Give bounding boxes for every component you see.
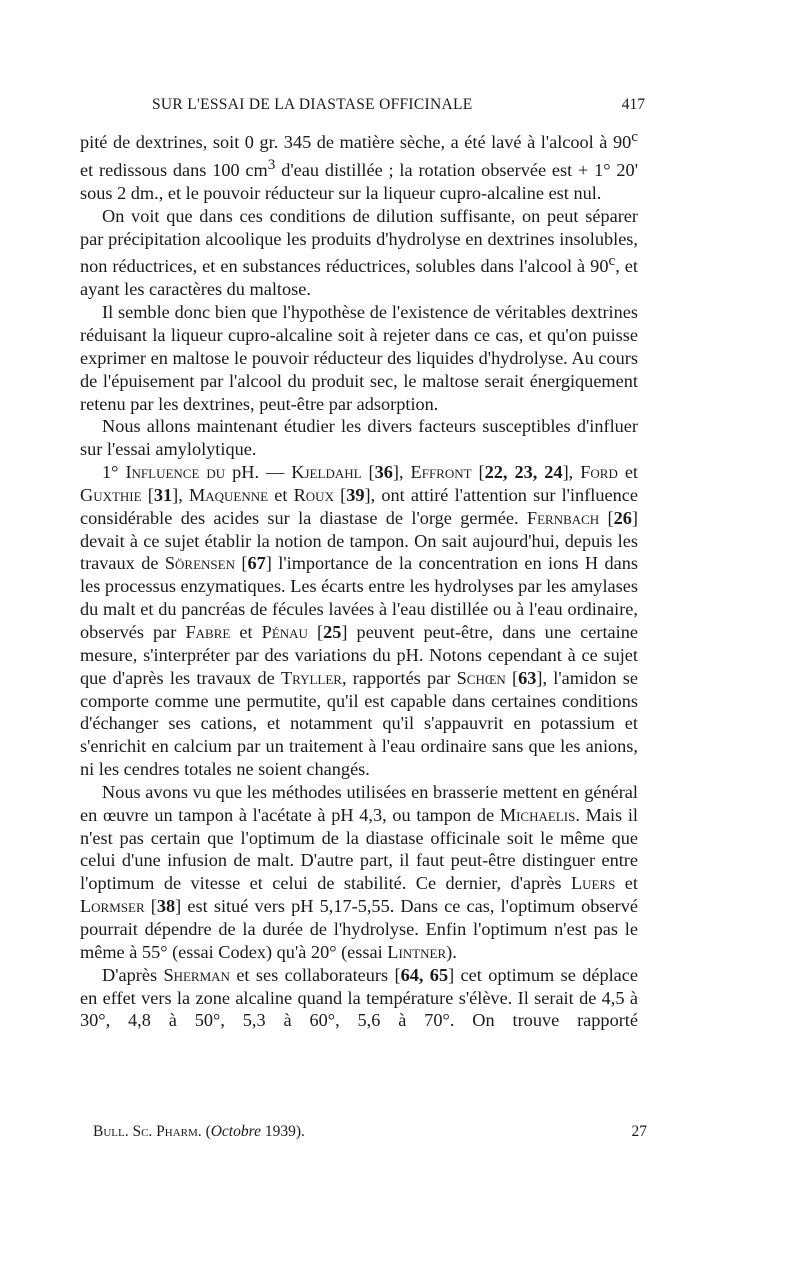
page-number: 417 [621, 96, 645, 113]
journal-citation: Bull. Sc. Pharm. (Octobre 1939). [93, 1123, 305, 1140]
paragraph: D'après Sherman et ses collaborateurs [64, 65] cet optimum se déplace en effet vers la zone alcaline quand la température s'élève. Il serait de 4,5 à 30°, 4,8 à 50°, 5,3 à 60°, 5,6 à 70°. On trouve rapporté [80, 964, 639, 1031]
paragraph: Nous allons maintenant étudier les divers facteurs susceptibles d'influer sur l'essai amylolytique. [80, 416, 638, 460]
section-heading: Influence du [125, 462, 226, 483]
body-text [80, 126, 638, 1032]
running-title: SUR L'ESSAI DE LA DIASTASE OFFICINALE [152, 96, 473, 113]
paragraph: pité de dextrines, soit 0 gr. 345 de matière sèche, a été lavé à l'alcool à 90$^c$ et redissous dans 100 $cm^3$ d'eau distillée ; la rotation observée est + 1° 20' sous 2 dm., et le pouvoir réducteur sur la liqueur cupro-alcaline est nul. [80, 128, 638, 203]
paragraph: 1° Influence du pH. — Kjeldahl [36], Effront [22, 23, 24], Ford et Guxthie [31], Maquenne et Roux [39], ont attiré l'attention sur l'influence considérable des acides sur la diastase de l'orge germée. Fernbach [26] devait à ce sujet établir la notion de tampon. On sait aujourd'hui, depuis les travaux de Sörensen [67] l'importance de la concentration en ions H dans les processus enzymatiques. Les écarts entre les hydrolyses par les amylases du malt et du pancréas de fécules lavées à l'eau distillée ou à l'eau ordinaire, observés par Fabre et Pénau [25] peuvent peut-être, dans une certaine mesure, s'interpréter par des variations du pH. Notons cependant à ce sujet que d'après les travaux de Tryller, rapportés par Schœn [63], l'amidon se comporte comme une permutite, qu'il est capable dans certaines conditions d'échanger ses cations, et notamment qu'il s'appauvrit en potassium et s'enrichit en calcium par un traitement à l'eau ordinaire sans que les anions, ni les cendres totales ne soient changés. [80, 462, 639, 780]
running-header [80, 96, 645, 116]
paragraph: Il semble donc bien que l'hypothèse de l'existence de véritables dextrines réduisant la liqueur cupro-alcaline soit à rejeter dans ce cas, et qu'on puisse exprimer en maltose le pouvoir réducteur des liquides d'hydrolyse. Au cours de l'épuisement par l'alcool du produit sec, le maltose serait énergiquement retenu par les dextrines, peut-être par adsorption. [80, 302, 638, 414]
paragraph: On voit que dans ces conditions de dilution suffisante, on peut séparer par précipitation alcoolique les produits d'hydrolyse en dextrines insolubles, non réductrices, et en substances réductrices, solubles dans l'alcool à 90$^c$, et ayant les caractères du maltose. [80, 205, 639, 300]
sheet-number: 27 [631, 1123, 647, 1140]
footer [93, 1123, 647, 1143]
paragraph: Nous avons vu que les méthodes utilisées en brasserie mettent en général en œuvre un tampon à l'acétate à pH 4,3, ou tampon de Michaelis. Mais il n'est pas certain que l'optimum de la diastase officinale soit le même que celui d'une infusion de malt. D'autre part, il faut peut-être distinguer entre l'optimum de vitesse et celui de stabilité. Ce dernier, d'après Luers et Lormser [38] est situé vers pH 5,17-5,55. Dans ce cas, l'optimum observé pourrait dépendre de la durée de l'hydrolyse. Enfin l'optimum n'est pas le même à 55° (essai Codex) qu'à 20° (essai Lintner). [80, 781, 638, 962]
